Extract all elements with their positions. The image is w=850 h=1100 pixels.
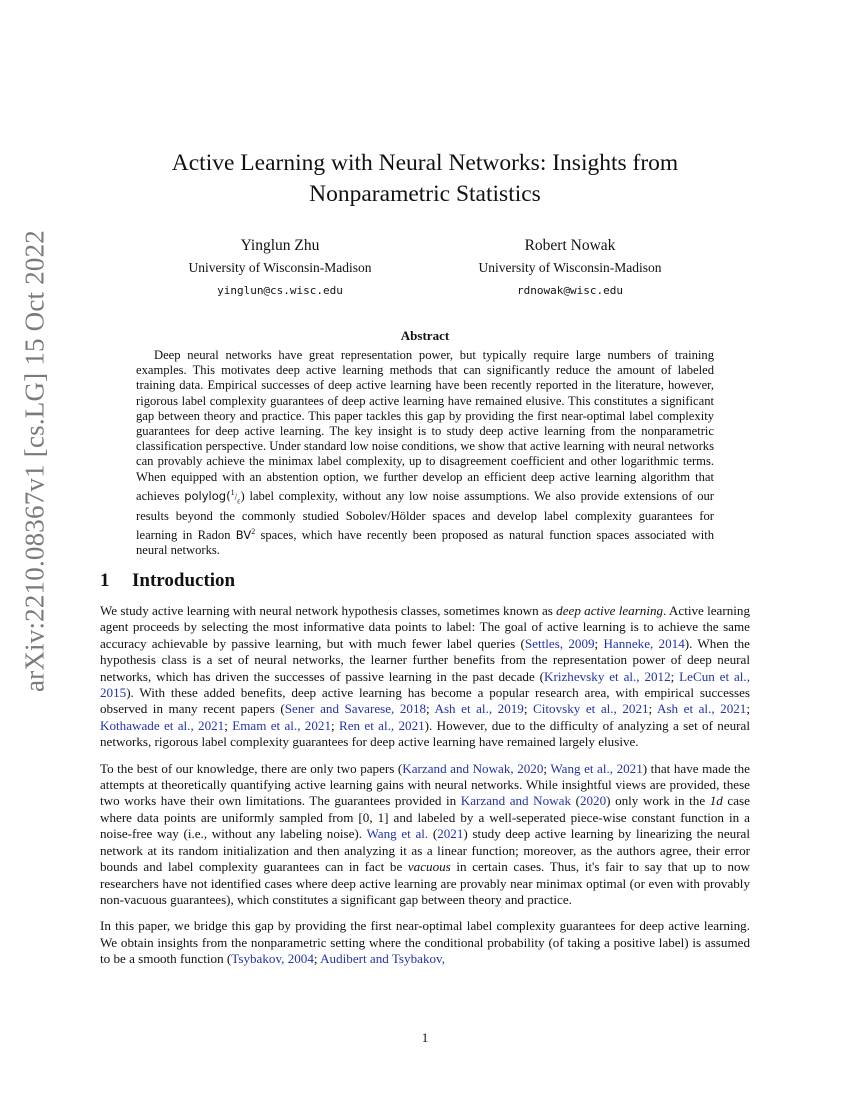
citation-link[interactable]: Audibert and Tsybakov, <box>320 951 446 967</box>
title-line-2: Nonparametric Statistics <box>309 181 541 207</box>
paragraph: To the best of our knowledge, there are only two papers (Karzand and Nowak, 2020; Wang et al., 2021) that have made the attempts at theoretically quantifying active learning gains with neural networks. While insightful views are provided, these two works have their own limitations. The guarantees provided in Karzand and Nowak (2020) only work in the 1d case where data points are uniformly sampled from [0, 1] and labeled by a well-seperated piece-wise constant function in a noise-free way (i.e., without any labeling noise). Wang et al. (2021) study deep active learning by linearizing the neural network at its random initialization and then analyzing it as a linear function; moreover, as the authors agree, their error bounds and label complexity guarantees can in fact be vacuous in certain cases. Thus, it's fair to say that up to now researchers have not identified cases where deep active learning are provably near minimax optimal (or even with provably non-vacuous guarantees), which constitutes a significant gap between theory and practice. <box>100 760 751 907</box>
author-affiliation: University of Wisconsin-Madison <box>478 260 662 275</box>
section-number: 1 <box>100 570 110 591</box>
citation-link[interactable]: 2021 <box>437 826 464 842</box>
section-heading <box>100 570 235 592</box>
citation-link[interactable]: Wang et al. <box>366 826 429 842</box>
author-name: Yinglun Zhu <box>240 237 320 254</box>
citation-link[interactable]: Krizhevsky et al., 2012 <box>544 668 671 684</box>
emphasis: vacuous <box>407 859 451 875</box>
citation-link[interactable]: Ash et al., 2021 <box>657 701 747 717</box>
title-line-1: Active Learning with Neural Networks: Insights from <box>171 150 679 176</box>
author-block-1 <box>150 236 410 300</box>
arxiv-id-text: arXiv:2210.08367v1 [cs.LG] 15 Oct 2022 <box>19 229 50 693</box>
abstract-text: Deep neural networks have great representation power, but typically require large numbers of training examples. This motivates deep active learning methods that can significantly reduce the amount of labeled training data. Empirical successes of deep active learning have been recently reported in the literature, however, rigorous label complexity guarantees of deep active learning have remained elusive. This constitutes a significant gap between theory and practice. This paper tackles this gap by providing the first near-optimal label complexity guarantees for deep active learning. The key insight is to study deep active learning from the nonparametric classification perspective. Under standard low noise conditions, we show that active learning with neural networks can provably achieve the minimax label complexity, up to disagreement coefficient and other logarithmic terms. When equipped with an abstention option, we further develop an efficient deep active learning algorithm that achieves <box>136 348 714 504</box>
citation-link[interactable]: Citovsky et al., 2021 <box>533 701 649 717</box>
citation-link[interactable]: Tsybakov, 2004 <box>231 951 314 967</box>
paragraph: In this paper, we bridge this gap by providing the first near-optimal label complexity guarantees for deep active learning. We obtain insights from the nonparametric setting where the conditional probability (of taking a positive label) is assumed to be a smooth function (Tsybakov, 2004; Audibert and Tsybakov, <box>100 918 750 967</box>
author-name: Robert Nowak <box>524 237 616 254</box>
author-affiliation: University of Wisconsin-Madison <box>188 260 372 275</box>
citation-link[interactable]: Karzand and Nowak <box>460 793 571 809</box>
author-block-2 <box>440 236 700 300</box>
intro-body <box>100 603 750 978</box>
citation-link[interactable]: Wang et al., 2021 <box>550 760 643 776</box>
emphasis: deep active learning <box>556 603 664 618</box>
math-1d: 1d <box>709 793 723 809</box>
citation-link[interactable]: Kothawade et al., 2021 <box>100 717 225 733</box>
citation-link[interactable]: Emam et al., 2021 <box>232 717 331 733</box>
citation-link[interactable]: Karzand and Nowak, 2020 <box>402 760 544 776</box>
citation-link[interactable]: 2020 <box>579 793 607 809</box>
citation-link[interactable]: Ash et al., 2019 <box>434 701 524 717</box>
abstract-text: ) label complexity, without any low noise assumptions. We also provide extensions of our results beyond the commonly studied Sobolev/Hölder spaces and develop label complexity guarantees for learning in Radon <box>136 489 714 543</box>
section-title: Introduction <box>132 570 236 591</box>
citation-link[interactable]: Settles, 2009 <box>524 635 595 651</box>
citation-link[interactable]: Ren et al., 2021 <box>338 717 425 733</box>
frac-denominator: ε <box>237 496 241 506</box>
citation-link[interactable]: Hanneke, 2014 <box>603 635 685 651</box>
paragraph: We study active learning with neural network hypothesis classes, sometimes known as deep active learning. Active learning agent proceeds by selecting the most informative data points to label: The goal of active learning is to achieve the same accuracy achievable by passive learning, but with much fewer label queries (Settles, 2009; Hanneke, 2014). When the hypothesis class is a set of neural networks, the learner further benefits from the representation power of deep neural networks, which has driven the successes of passive learning in the past decade (Krizhevsky et al., 2012; LeCun et al., 2015). With these added benefits, deep active learning has become a popular research area, with empirical successes observed in many recent papers (Sener and Savarese, 2018; Ash et al., 2019; Citovsky et al., 2021; Ash et al., 2021; Kothawade et al., 2021; Emam et al., 2021; Ren et al., 2021). However, due to the difficulty of analyzing a set of neural networks, rigorous label complexity guarantees for deep active learning have remained largely elusive. <box>100 603 751 750</box>
citation-link[interactable]: LeCun et al., 2015 <box>100 668 750 701</box>
arxiv-identifier-margin <box>5 0 65 1100</box>
author-email[interactable]: rdnowak@wisc.edu <box>517 284 623 297</box>
abstract-heading: Abstract <box>400 328 450 343</box>
abstract-body: Deep neural networks have great representation power, but typically require large numbers of training examples. This motivates deep active learning methods that can significantly reduce the amount of labeled training data. Empirical successes of deep active learning have been recently reported in the literature, however, rigorous label complexity guarantees of deep active learning have remained elusive. This constitutes a significant gap between theory and practice. This paper tackles this gap by providing the first near-optimal label complexity guarantees for deep active learning. The key insight is to study deep active learning from the nonparametric classification perspective. Under standard low noise conditions, we show that active learning with neural networks can provably achieve the minimax label complexity, up to disagreement coefficient and other logarithmic terms. When equipped with an abstention option, we further develop an efficient deep active learning algorithm that achieves $polylog(^1/_\varepsilon)$ label complexity, without any low noise assumptions. We also provide extensions of our results beyond the commonly studied Sobolev/Hölder spaces and develop label complexity guarantees for learning in Radon $BV^2$ spaces, which have recently been proposed as natural function spaces associated with neural networks. <box>136 348 714 558</box>
author-email[interactable]: yinglun@cs.wisc.edu <box>217 284 343 297</box>
citation-link[interactable]: Sener and Savarese, 2018 <box>284 701 427 717</box>
paper-title <box>100 148 750 210</box>
page-number: 1 <box>421 1030 429 1045</box>
polylog-math: polylog( <box>184 489 231 504</box>
bv-superscript: 2 <box>251 526 256 536</box>
bv-math: BV <box>235 528 252 543</box>
abstract-text: spaces, which have recently been proposed as natural function spaces associated with neural networks. <box>136 528 714 558</box>
frac-numerator: 1 <box>230 487 235 497</box>
